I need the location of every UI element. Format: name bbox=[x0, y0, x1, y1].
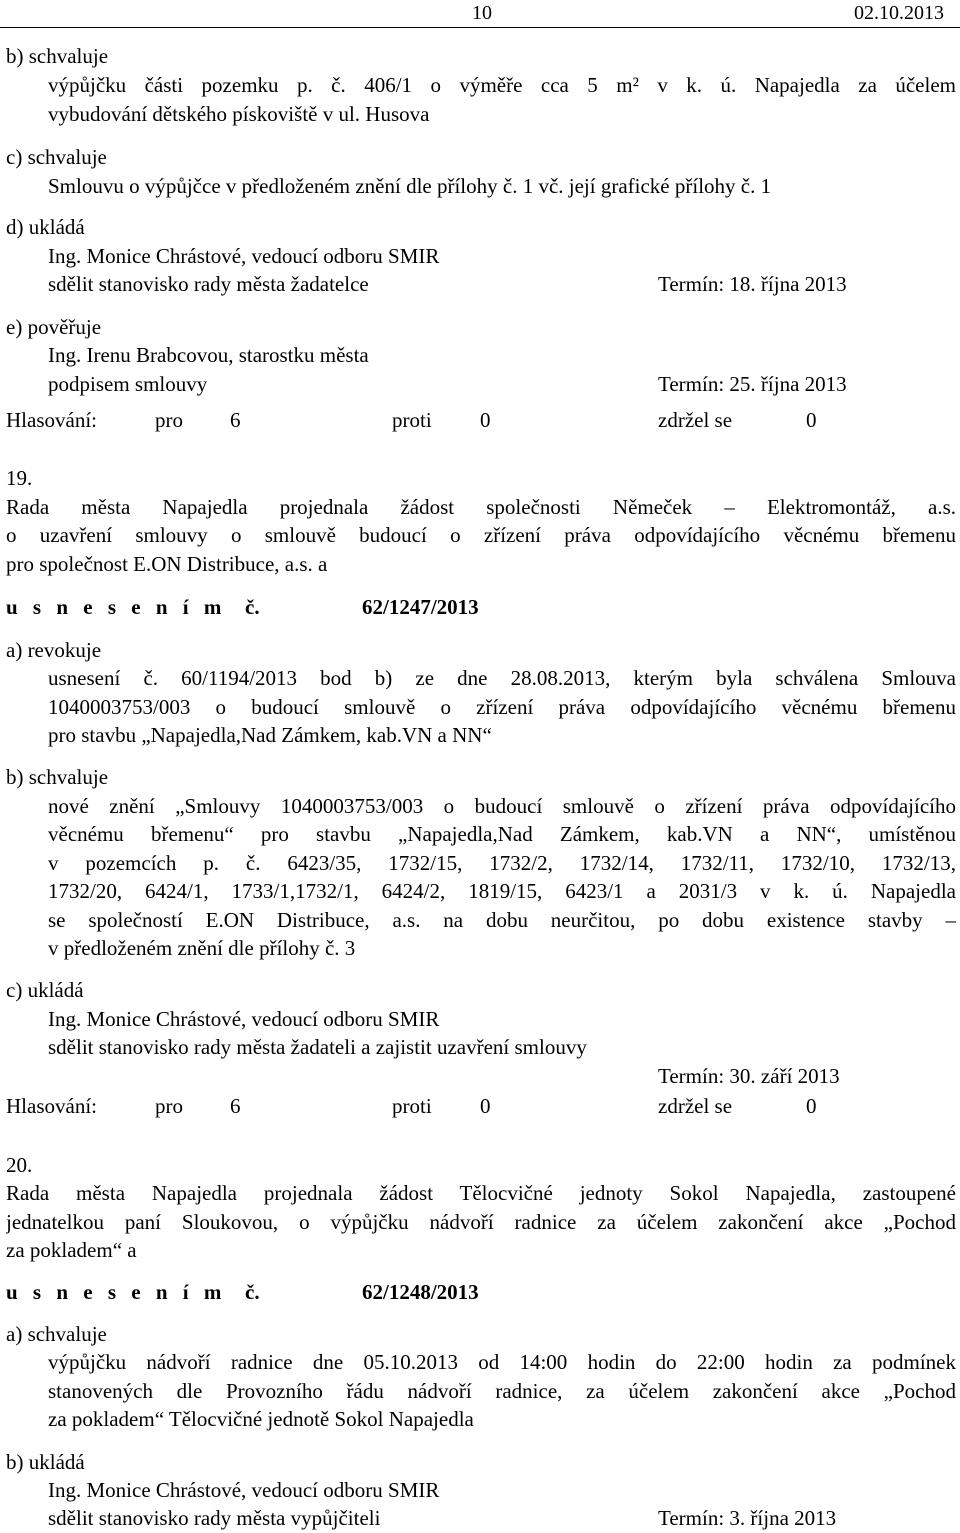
text-line: věcnému břemenu“ pro stavbu „Napajedla,Nad Zámkem, kab.VN a NN“, umístěnou bbox=[48, 822, 956, 846]
text-line: nové znění „Smlouvy 1040003753/003 o budoucí smlouvě o zřízení práva odpovídajícího bbox=[48, 794, 956, 818]
vote-pro-count: 6 bbox=[230, 408, 241, 432]
deadline: Termín: 25. října 2013 bbox=[658, 372, 847, 396]
item-label: b) ukládá bbox=[6, 1450, 85, 1474]
text-line: pro společnost E.ON Distribuce, a.s. a bbox=[6, 552, 328, 576]
task-text: sdělit stanovisko rady města žadatelce bbox=[48, 272, 369, 296]
header-rule bbox=[0, 27, 960, 28]
task-text: podpisem smlouvy bbox=[48, 372, 208, 396]
vote-abstain: zdržel se bbox=[658, 1094, 733, 1118]
responsible-person: Ing. Monice Chrástové, vedoucí odboru SMIR bbox=[48, 1007, 440, 1031]
item-label: d) ukládá bbox=[6, 215, 85, 239]
task-text: sdělit stanovisko rady města vypůjčiteli bbox=[48, 1506, 381, 1530]
resolution-label: u s n e s e n í m bbox=[6, 1280, 227, 1304]
vote-proti: proti bbox=[392, 408, 432, 432]
vote-pro-count: 6 bbox=[230, 1094, 241, 1118]
task-text: sdělit stanovisko rady města žadateli a zajistit uzavření smlouvy bbox=[48, 1035, 587, 1059]
section-number: 20. bbox=[6, 1153, 33, 1177]
item-label: b) schvaluje bbox=[6, 765, 109, 789]
responsible-person: Ing. Monice Chrástové, vedoucí odboru SMIR bbox=[48, 244, 440, 268]
text-line: výpůjčku části pozemku p. č. 406/1 o výměře cca 5 m² v k. ú. Napajedla za účelem bbox=[48, 73, 956, 97]
responsible-person: Ing. Irenu Brabcovou, starostku města bbox=[48, 343, 369, 367]
item-label: b) schvaluje bbox=[6, 44, 109, 68]
resolution-c: č. bbox=[245, 1280, 260, 1304]
item-label: c) schvaluje bbox=[6, 145, 107, 169]
text-line: v předloženém znění dle přílohy č. 3 bbox=[48, 936, 356, 960]
deadline: Termín: 30. září 2013 bbox=[658, 1064, 840, 1088]
resolution-label: u s n e s e n í m bbox=[6, 595, 227, 619]
text-line: vybudování dětského pískoviště v ul. Husova bbox=[48, 102, 430, 126]
vote-proti: proti bbox=[392, 1094, 432, 1118]
header-date: 02.10.2013 bbox=[854, 2, 944, 24]
text-line: v pozemcích p. č. 6423/35, 1732/15, 1732/2, 1732/14, 1732/11, 1732/10, 1732/13, bbox=[48, 851, 956, 875]
text-line: za pokladem“ a bbox=[6, 1238, 137, 1262]
text-line: jednatelkou paní Sloukovou, o výpůjčku nádvoří radnice za účelem zakončení akce „Pochod bbox=[6, 1210, 956, 1234]
item-label: a) revokuje bbox=[6, 638, 102, 662]
resolution-number: 62/1248/2013 bbox=[362, 1280, 479, 1304]
deadline: Termín: 3. října 2013 bbox=[658, 1506, 837, 1530]
deadline: Termín: 18. října 2013 bbox=[658, 272, 847, 296]
item-label: a) schvaluje bbox=[6, 1322, 107, 1346]
vote-proti-count: 0 bbox=[480, 408, 491, 432]
text-line: 1732/20, 6424/1, 1733/1,1732/1, 6424/2, 1819/15, 6423/1 a 2031/3 v k. ú. Napajedla bbox=[48, 879, 956, 903]
text-line: výpůjčku nádvoří radnice dne 05.10.2013 od 14:00 hodin do 22:00 hodin za podmínek bbox=[48, 1350, 956, 1374]
vote-pro: pro bbox=[155, 408, 183, 432]
resolution-number: 62/1247/2013 bbox=[362, 595, 479, 619]
text-line: Smlouvu o výpůjčce v předloženém znění dle přílohy č. 1 vč. její grafické přílohy č. 1 bbox=[48, 174, 772, 198]
vote-abstain-count: 0 bbox=[806, 408, 817, 432]
text-line: usnesení č. 60/1194/2013 bod b) ze dne 28.08.2013, kterým byla schválena Smlouva bbox=[48, 666, 956, 690]
vote-abstain-count: 0 bbox=[806, 1094, 817, 1118]
vote-label: Hlasování: bbox=[6, 408, 97, 432]
resolution-c: č. bbox=[245, 595, 260, 619]
text-line: se společností E.ON Distribuce, a.s. na dobu neurčitou, po dobu existence stavby – bbox=[48, 908, 956, 932]
item-label: e) pověřuje bbox=[6, 315, 102, 339]
responsible-person: Ing. Monice Chrástové, vedoucí odboru SMIR bbox=[48, 1478, 440, 1502]
vote-abstain: zdržel se bbox=[658, 408, 733, 432]
text-line: Rada města Napajedla projednala žádost společnosti Němeček – Elektromontáž, a.s. bbox=[6, 495, 956, 519]
vote-label: Hlasování: bbox=[6, 1094, 97, 1118]
text-line: o uzavření smlouvy o smlouvě budoucí o zřízení práva odpovídajícího věcnému břemenu bbox=[6, 523, 956, 547]
text-line: za pokladem“ Tělocvičné jednotě Sokol Napajedla bbox=[48, 1407, 474, 1431]
item-label: c) ukládá bbox=[6, 978, 84, 1002]
text-line: 1040003753/003 o budoucí smlouvě o zřízení práva odpovídajícího věcnému břemenu bbox=[48, 695, 956, 719]
text-line: stanovených dle Provozního řádu nádvoří radnice, za účelem zakončení akce „Pochod bbox=[48, 1379, 956, 1403]
vote-proti-count: 0 bbox=[480, 1094, 491, 1118]
text-line: pro stavbu „Napajedla,Nad Zámkem, kab.VN a NN“ bbox=[48, 723, 492, 747]
text-line: Rada města Napajedla projednala žádost Tělocvičné jednoty Sokol Napajedla, zastoupené bbox=[6, 1181, 956, 1205]
section-number: 19. bbox=[6, 466, 33, 490]
vote-pro: pro bbox=[155, 1094, 183, 1118]
page-number: 10 bbox=[472, 2, 492, 24]
